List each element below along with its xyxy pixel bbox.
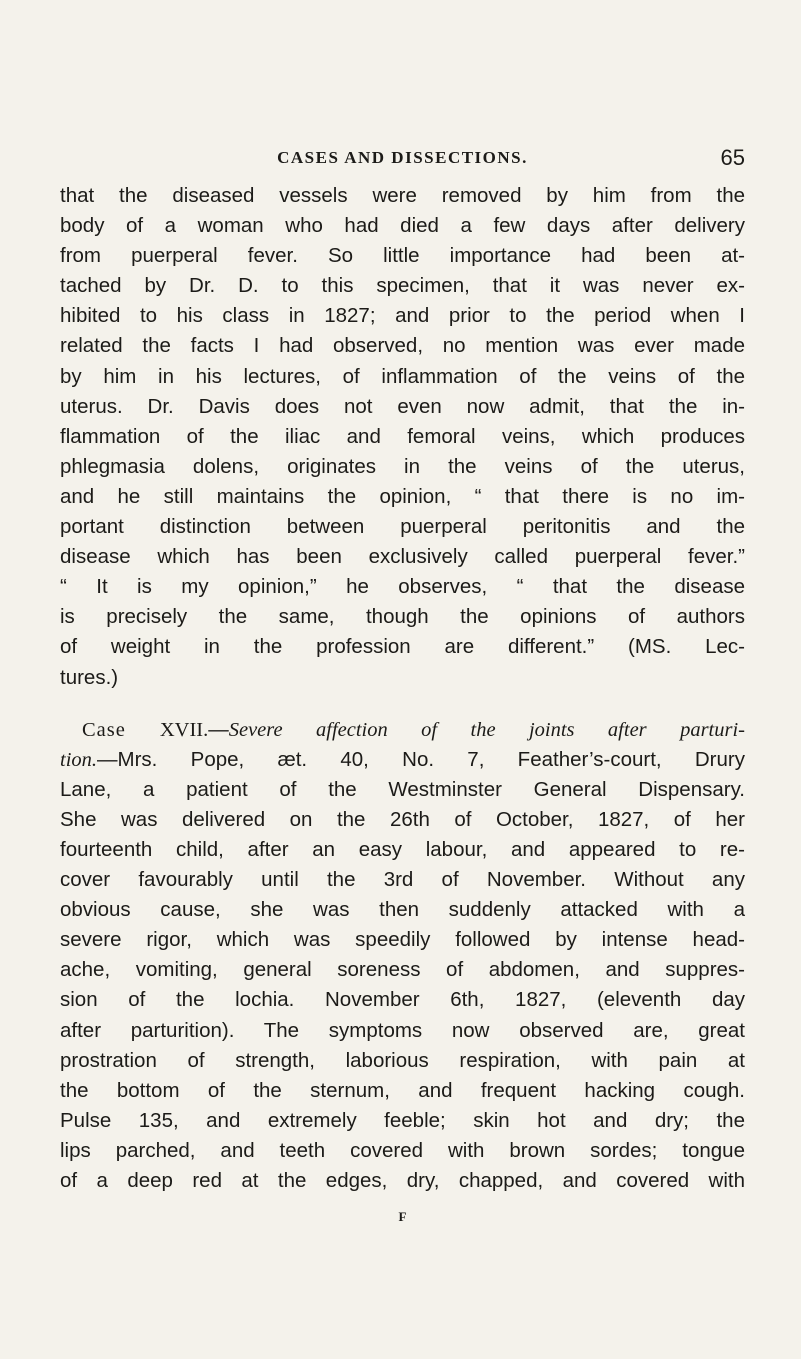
text-line: tached by Dr. D. to this specimen, that it was never ex-: [60, 274, 745, 298]
case-title-end: tion.: [60, 748, 98, 771]
text-line: lips parched, and teeth covered with brown sordes; tongue: [60, 1138, 745, 1162]
running-head: [60, 142, 745, 174]
case-title: Severe affection of the joints after parturi-: [228, 718, 745, 741]
text-line: after parturition). The symptoms now observed are, great: [60, 1018, 745, 1042]
text-line: and he still maintains the opinion, “ that there is no im-: [60, 484, 745, 508]
text-line: from puerperal fever. So little importance had been at-: [60, 244, 745, 268]
running-title: CASES AND DISSECTIONS.: [277, 148, 528, 167]
text-line: portant distinction between puerperal peritonitis and the: [60, 515, 745, 539]
text-line: She was delivered on the 26th of October, 1827, of her: [60, 807, 745, 831]
text-line: hibited to his class in 1827; and prior to the period when I: [60, 304, 745, 328]
text-line: fourteenth child, after an easy labour, and appeared to re-: [60, 837, 745, 861]
text-line: related the facts I had observed, no mention was ever made: [60, 334, 745, 358]
text-line: cover favourably until the 3rd of November. Without any: [60, 868, 745, 892]
text-line: prostration of strength, laborious respiration, with pain at: [60, 1048, 745, 1072]
text-line: uterus. Dr. Davis does not even now admit, that the in-: [60, 394, 745, 418]
paragraph-continued: [60, 181, 745, 693]
body-text: [60, 181, 745, 1196]
text-line: ache, vomiting, general soreness of abdomen, and suppres-: [60, 958, 745, 982]
text-line: flammation of the iliac and femoral veins, which produces: [60, 424, 745, 448]
case-label: Case: [82, 718, 126, 741]
text-line: obvious cause, she was then suddenly attacked with a: [60, 898, 745, 922]
text-line: of weight in the profession are different.” (MS. Lec-: [60, 635, 745, 659]
text-line: [60, 745, 745, 775]
text-line: that the diseased vessels were removed by him from the: [60, 184, 745, 207]
case-intro: —Mrs. Pope, æt. 40, No. 7, Feather’s-court, Drury: [97, 747, 745, 771]
text-line: severe rigor, which was speedily followed by intense head-: [60, 928, 745, 952]
text-line: by him in his lectures, of inflammation of the veins of the: [60, 364, 745, 388]
case-paragraph: [60, 715, 745, 1197]
page-number: 65: [720, 145, 745, 170]
text-line: is precisely the same, though the opinions of authors: [60, 605, 745, 629]
text-line: body of a woman who had died a few days after delivery: [60, 214, 745, 238]
case-number: XVII.: [159, 718, 209, 741]
signature-mark: F: [398, 1209, 407, 1224]
text-line: tures.): [60, 665, 119, 689]
text-line: sion of the lochia. November 6th, 1827, (eleventh day: [60, 988, 745, 1012]
text-line: of a deep red at the edges, dry, chapped, and covered with: [60, 1169, 745, 1192]
text-line: disease which has been exclusively called puerperal fever.”: [60, 545, 745, 569]
text-line: the bottom of the sternum, and frequent hacking cough.: [60, 1078, 745, 1102]
text-line: Lane, a patient of the Westminster General Dispensary.: [60, 777, 745, 801]
text-line: Pulse 135, and extremely feeble; skin hot and dry; the: [60, 1108, 745, 1132]
text-line: “ It is my opinion,” he observes, “ that the disease: [60, 575, 745, 599]
case-heading-line: [60, 715, 745, 745]
text-line: phlegmasia dolens, originates in the veins of the uterus,: [60, 454, 745, 478]
case-dash: —: [208, 717, 229, 741]
